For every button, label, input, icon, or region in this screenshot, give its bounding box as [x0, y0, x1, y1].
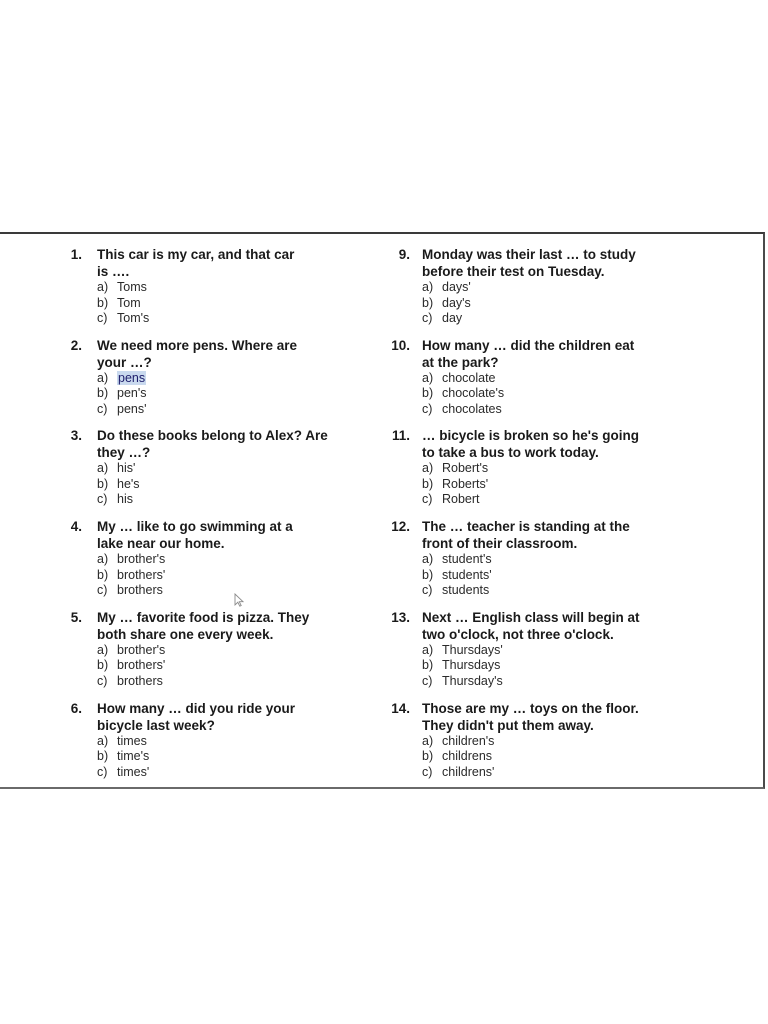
answer-option: [97, 734, 149, 750]
question-number: 4.: [70, 519, 82, 535]
option-text: Robert: [442, 492, 480, 507]
answer-option: [97, 477, 140, 493]
question-number: 5.: [70, 609, 82, 625]
question-number: 2.: [70, 337, 82, 353]
answer-option: [422, 643, 503, 659]
option-text: brother's: [117, 642, 166, 657]
option-letter: b): [97, 658, 109, 673]
question-number: 12.: [391, 519, 410, 535]
option-letter: b): [422, 658, 434, 673]
question-text: This car is my car, and that car is ….: [97, 247, 295, 279]
question-text: My … like to go swimming at a lake near our home.: [97, 519, 293, 552]
option-text: pens': [117, 401, 147, 416]
answer-option: [97, 492, 140, 508]
option-letter: a): [422, 370, 434, 385]
answer-option: [97, 765, 149, 781]
answer-option: [97, 674, 165, 690]
option-letter: c): [422, 673, 433, 688]
answer-options: [422, 461, 488, 508]
answer-options: [422, 552, 492, 599]
option-text: Tom's: [117, 311, 150, 325]
option-letter: a): [422, 642, 434, 657]
option-letter: c): [97, 401, 108, 416]
question-text: Do these books belong to Alex? Are they …?: [97, 428, 328, 461]
option-text: students: [442, 583, 490, 598]
answer-option: [97, 658, 165, 674]
answer-options: [97, 552, 165, 599]
option-letter: c): [422, 311, 433, 325]
question-number: 6.: [70, 700, 82, 716]
option-text: brothers': [117, 658, 166, 673]
option-letter: c): [97, 673, 108, 688]
answer-options: [97, 371, 147, 418]
question-text: My … favorite food is pizza. They both share one every week.: [97, 609, 310, 642]
option-text: Toms: [117, 280, 147, 294]
option-text: Robert's: [442, 461, 489, 476]
answer-option: [422, 765, 494, 781]
question-number: 11.: [391, 428, 410, 444]
option-text: pen's: [117, 386, 147, 401]
option-text: chocolate's: [442, 386, 505, 401]
option-text: day's: [442, 295, 471, 310]
option-text: childrens: [442, 749, 493, 763]
answer-options: [97, 280, 149, 327]
option-letter: b): [422, 295, 434, 310]
option-letter: b): [97, 749, 109, 763]
option-letter: b): [97, 476, 109, 491]
option-text: students': [442, 567, 492, 582]
option-text: times: [117, 733, 147, 748]
option-text: brothers': [117, 567, 166, 582]
answer-option: [422, 296, 471, 312]
answer-option: [97, 296, 149, 312]
option-text: his': [117, 461, 136, 476]
option-letter: a): [97, 642, 109, 657]
question-text: We need more pens. Where are your …?: [97, 337, 298, 370]
option-text: he's: [117, 476, 140, 491]
option-letter: c): [422, 401, 433, 416]
option-letter: a): [97, 733, 109, 748]
question-text: Those are my … toys on the floor. They didn't put them away.: [422, 700, 639, 733]
answer-option: [97, 280, 149, 296]
answer-options: [97, 461, 140, 508]
option-text: brothers: [117, 673, 163, 688]
answer-option: [97, 461, 140, 477]
option-text: Thursdays: [442, 658, 501, 673]
option-letter: a): [97, 461, 109, 476]
option-text: Tom: [117, 295, 141, 310]
option-text: times': [117, 764, 150, 779]
answer-options: [422, 280, 471, 327]
answer-option: [97, 568, 165, 584]
option-letter: b): [422, 386, 434, 401]
question-text: The … teacher is standing at the front of their classroom.: [422, 519, 630, 552]
answer-options: [422, 371, 504, 418]
option-letter: b): [422, 749, 434, 763]
option-letter: c): [422, 583, 433, 598]
option-text: Thursday's: [442, 673, 503, 688]
answer-option: [422, 477, 488, 493]
question-text: … bicycle is broken so he's going to take a bus to work today.: [422, 428, 640, 461]
answer-option: [422, 311, 471, 327]
answer-option: [422, 674, 503, 690]
answer-option: [97, 386, 147, 402]
worksheet-sheet: [0, 232, 765, 789]
option-text: student's: [442, 552, 492, 567]
option-text: chocolates: [442, 401, 502, 416]
option-text: Thursdays': [442, 642, 503, 657]
answer-option: [97, 583, 165, 599]
answer-option: [422, 583, 492, 599]
answer-option: [422, 371, 504, 387]
option-letter: a): [422, 461, 434, 476]
option-text: children's: [442, 733, 495, 748]
answer-option: [97, 402, 147, 418]
option-text: brothers: [117, 583, 163, 598]
answer-options: [97, 734, 149, 781]
option-letter: a): [422, 552, 434, 567]
answer-option: [422, 386, 504, 402]
question-text: How many … did the children eat at the park?: [422, 337, 635, 370]
answer-option: [422, 734, 494, 750]
question-number: 10.: [391, 337, 410, 353]
answer-options: [97, 643, 165, 690]
answer-option: [422, 402, 504, 418]
selected-option-text: pens: [118, 370, 146, 385]
option-text: childrens': [442, 764, 495, 779]
option-letter: a): [422, 280, 434, 294]
answer-options: [422, 734, 494, 781]
option-text: his: [117, 492, 133, 507]
option-text: chocolate: [442, 370, 496, 385]
answer-option: [422, 492, 488, 508]
option-text: Roberts': [442, 476, 489, 491]
answer-option: [422, 461, 488, 477]
option-letter: c): [97, 583, 108, 598]
answer-option: [97, 371, 147, 387]
option-letter: b): [422, 476, 434, 491]
option-letter: a): [97, 370, 109, 385]
question-text: Next … English class will begin at two o'clock, not three o'clock.: [422, 609, 640, 642]
answer-option: [422, 552, 492, 568]
answer-option: [422, 658, 503, 674]
question-number: 13.: [391, 609, 410, 625]
option-text: day: [442, 311, 463, 325]
answer-option: [422, 749, 494, 765]
option-letter: c): [97, 492, 108, 507]
option-letter: b): [97, 295, 109, 310]
question-number: 1.: [70, 247, 82, 262]
answer-option: [97, 311, 149, 327]
option-letter: c): [422, 492, 433, 507]
option-letter: c): [97, 764, 108, 779]
option-text: days': [442, 280, 471, 294]
answer-options: [422, 643, 503, 690]
option-letter: a): [97, 280, 109, 294]
option-letter: b): [97, 386, 109, 401]
option-text: time's: [117, 749, 150, 763]
option-text: brother's: [117, 552, 166, 567]
option-letter: c): [97, 311, 108, 325]
answer-option: [422, 568, 492, 584]
option-letter: a): [422, 733, 434, 748]
question-text: Monday was their last … to study before their test on Tuesday.: [422, 247, 636, 279]
question-number: 9.: [398, 247, 410, 262]
answer-option: [422, 280, 471, 296]
question-number: 14.: [391, 700, 410, 716]
question-text: How many … did you ride your bicycle last week?: [97, 700, 296, 733]
option-letter: c): [422, 764, 433, 779]
answer-option: [97, 643, 165, 659]
option-letter: b): [97, 567, 109, 582]
mouse-pointer-icon: [234, 593, 244, 607]
option-letter: b): [422, 567, 434, 582]
answer-option: [97, 749, 149, 765]
question-number: 3.: [70, 428, 82, 444]
answer-option: [97, 552, 165, 568]
option-letter: a): [97, 552, 109, 567]
